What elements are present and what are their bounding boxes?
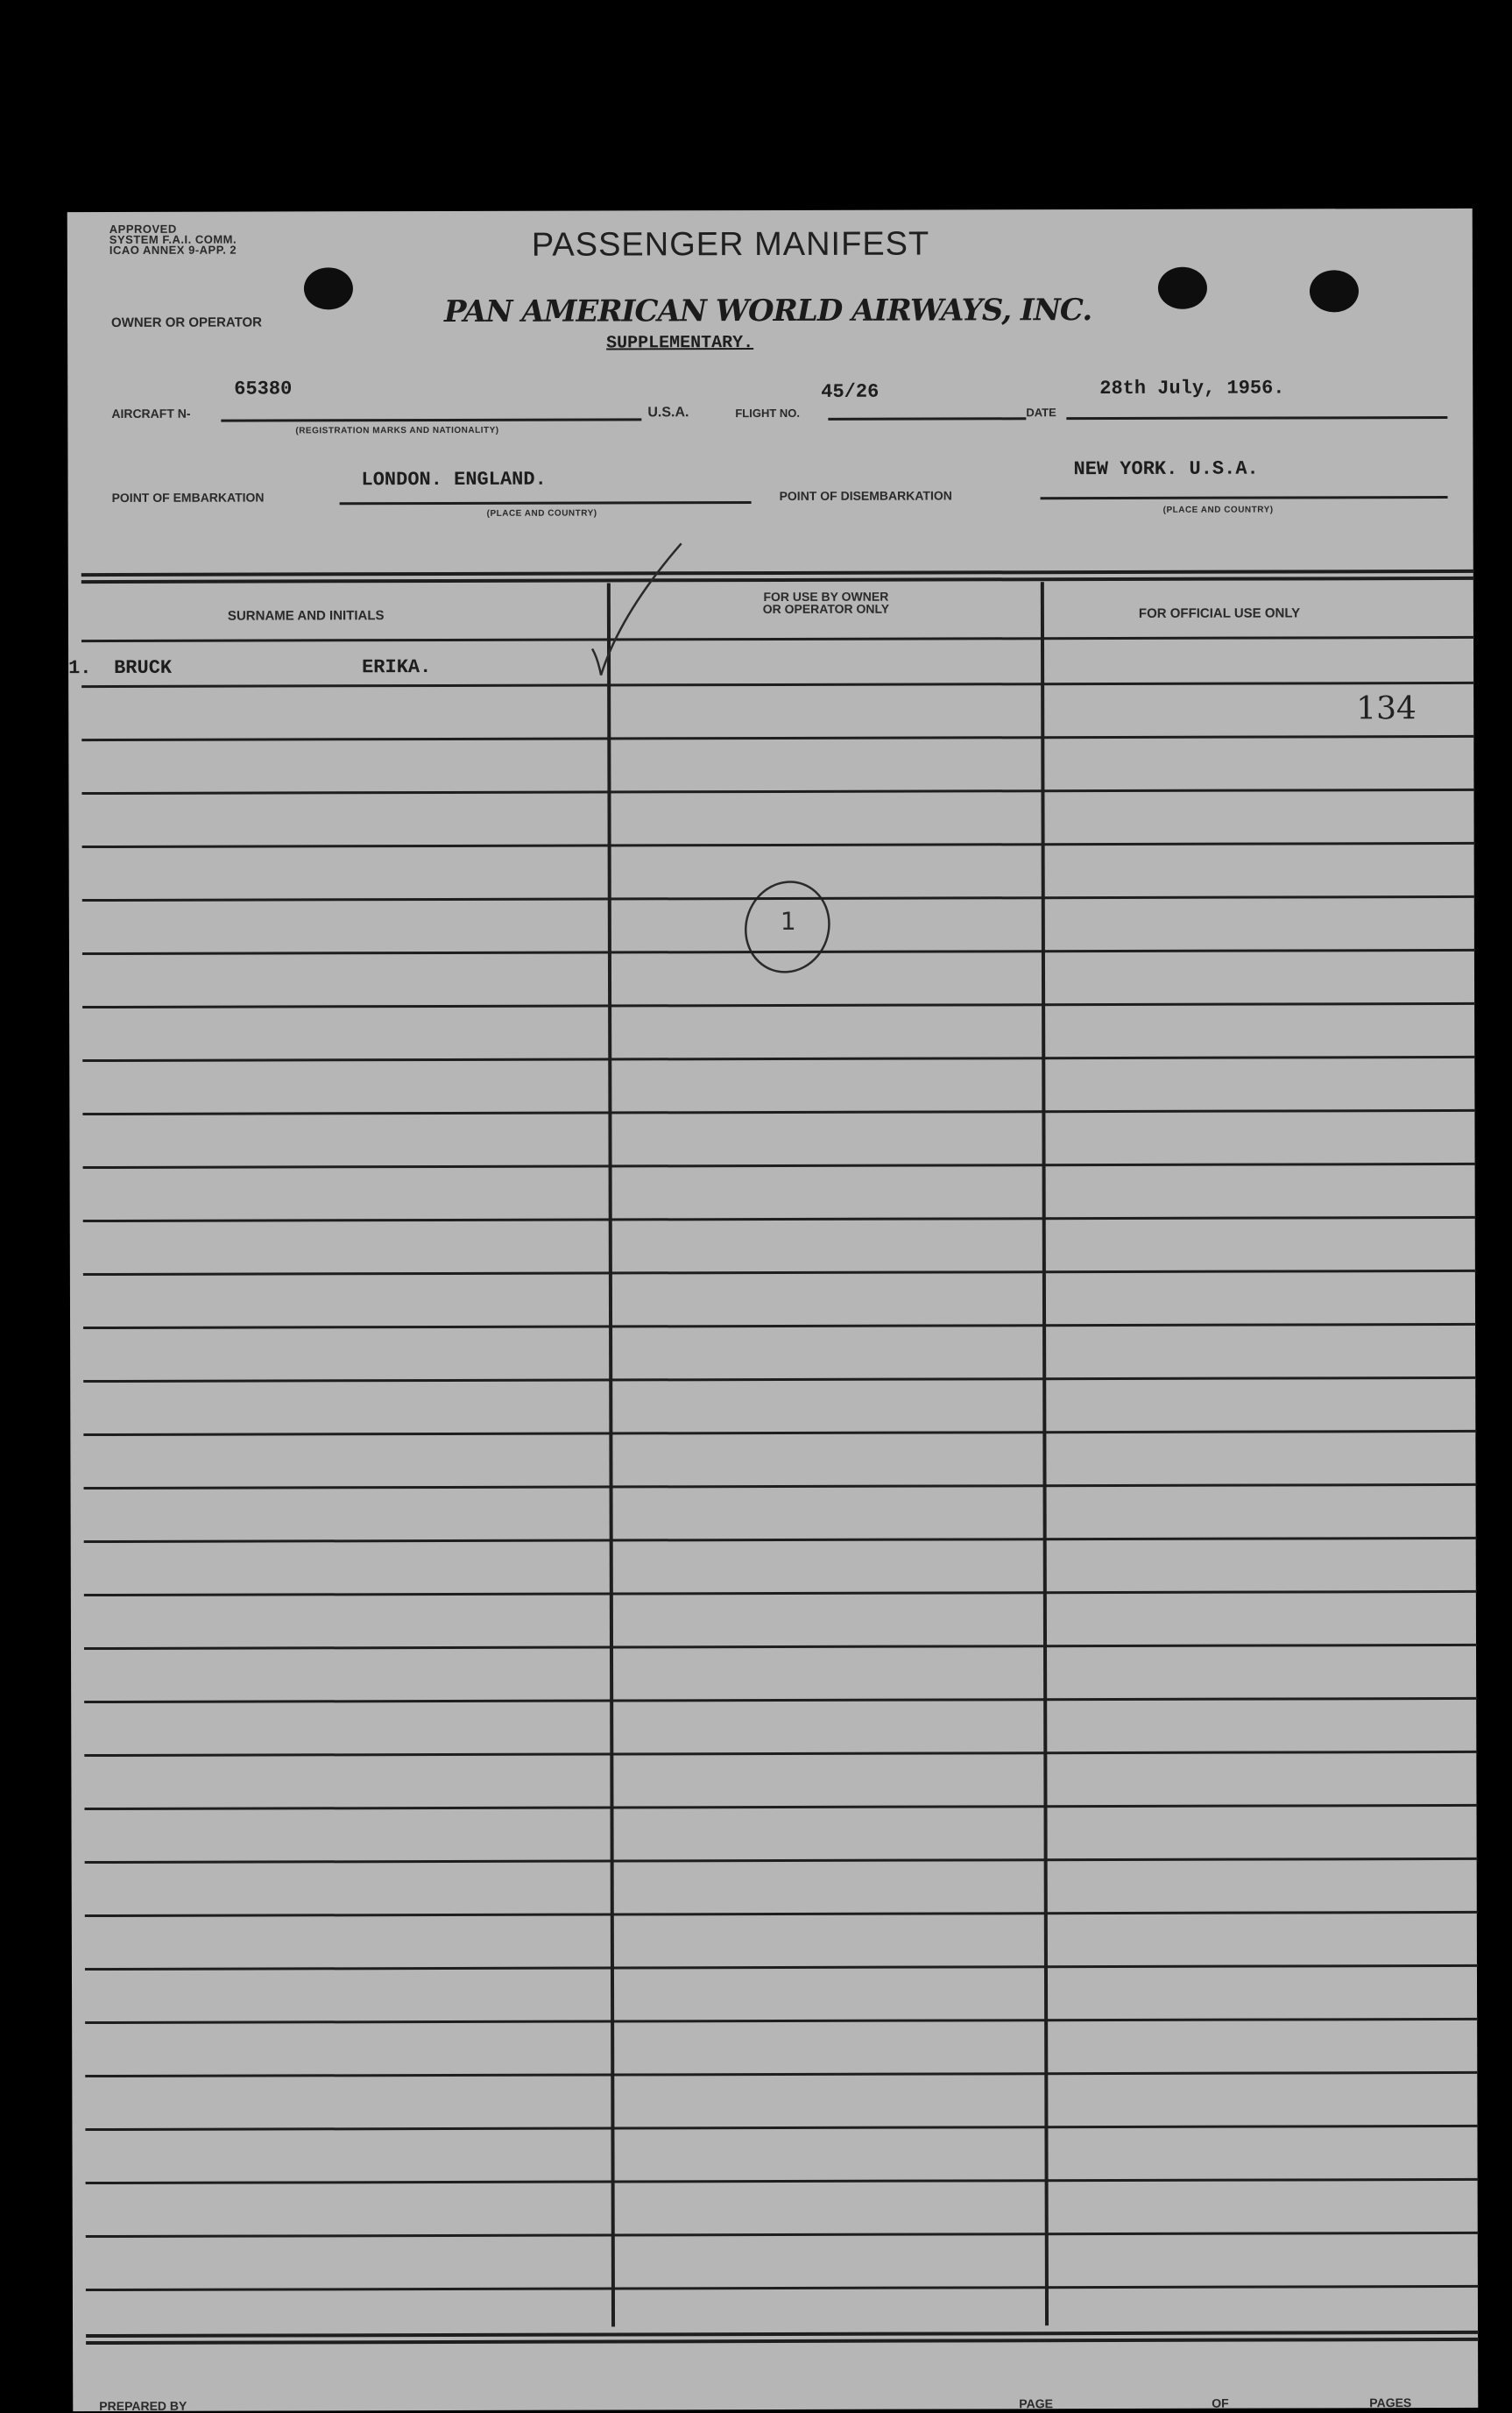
circled-number: 1 xyxy=(780,906,796,936)
check-mark-icon xyxy=(585,534,690,683)
disembarkation-label: POINT OF DISEMBARKATION xyxy=(779,488,952,503)
entry-line xyxy=(85,2125,1478,2131)
embarkation-label: POINT OF EMBARKATION xyxy=(111,490,265,505)
page-title: PASSENGER MANIFEST xyxy=(531,225,930,264)
passenger-surname: BRUCK xyxy=(114,656,173,679)
entry-line xyxy=(82,842,1475,848)
entry-line xyxy=(84,1590,1477,1596)
entry-line xyxy=(83,1430,1476,1436)
approval-line xyxy=(110,224,237,256)
handwritten-official-number: 134 xyxy=(1356,690,1417,727)
entry-line xyxy=(83,1216,1476,1222)
page-label: PAGE xyxy=(1019,2396,1053,2411)
embarkation-value: LONDON. ENGLAND. xyxy=(361,468,547,492)
punch-hole xyxy=(1158,267,1207,309)
entry-line xyxy=(83,1270,1476,1276)
entry-line xyxy=(86,2178,1479,2184)
entry-line xyxy=(84,1537,1477,1543)
aircraft-label: AIRCRAFT N- xyxy=(111,406,191,421)
entry-line xyxy=(81,682,1474,688)
entry-line xyxy=(83,1163,1476,1169)
aircraft-value: 65380 xyxy=(234,378,293,400)
passenger-initials: ERIKA. xyxy=(362,656,432,679)
entry-line xyxy=(83,1323,1476,1329)
entry-line xyxy=(85,1964,1478,1971)
entry-line xyxy=(85,2018,1478,2024)
place-country-note-embarkation: (PLACE AND COUNTRY) xyxy=(486,508,597,519)
entry-line xyxy=(84,1483,1477,1490)
entry-line xyxy=(84,1804,1477,1810)
entry-line xyxy=(86,2285,1479,2291)
prepared-by-label: PREPARED BY xyxy=(99,2398,187,2413)
entry-line xyxy=(83,1376,1476,1383)
col-header-official-use: FOR OFFICIAL USE ONLY xyxy=(1138,605,1301,621)
owner-label: OWNER OR OPERATOR xyxy=(111,315,263,330)
usa-label: U.S.A. xyxy=(647,405,689,421)
date-value: 28th July, 1956. xyxy=(1099,377,1285,400)
entry-line xyxy=(85,1911,1478,1917)
col-header-surname: SURNAME AND INITIALS xyxy=(227,608,385,624)
punch-hole xyxy=(304,267,353,309)
passenger-number: 1. xyxy=(68,657,92,680)
entry-line xyxy=(84,1697,1477,1703)
entry-line xyxy=(82,1002,1475,1008)
punch-hole xyxy=(1310,270,1359,312)
date-label: DATE xyxy=(1026,406,1056,420)
approval-line-2: SYSTEM F.A.I. COMM. xyxy=(109,232,237,246)
supplementary-label: SUPPLEMENTARY. xyxy=(606,333,754,354)
pages-label: PAGES xyxy=(1369,2395,1412,2410)
entry-line xyxy=(85,1858,1478,1864)
entry-line xyxy=(86,2232,1479,2238)
entry-line xyxy=(84,1751,1477,1757)
col-header-owner-use xyxy=(721,591,931,616)
approval-line-3: ICAO ANNEX 9-APP. 2 xyxy=(109,243,237,257)
entry-line xyxy=(84,1644,1477,1650)
of-label: OF xyxy=(1212,2395,1229,2410)
flight-label: FLIGHT NO. xyxy=(735,406,801,421)
manifest-sheet xyxy=(67,209,1479,2411)
flight-value: 45/26 xyxy=(821,380,880,403)
disembarkation-value: NEW YORK. U.S.A. xyxy=(1073,457,1259,481)
owner-value: PAN AMERICAN WORLD AIRWAYS, INC. xyxy=(443,293,1092,329)
entry-line xyxy=(82,1056,1475,1062)
entry-line xyxy=(85,2071,1478,2077)
entry-line xyxy=(81,789,1474,795)
registration-note: (REGISTRATION MARKS AND NATIONALITY) xyxy=(295,425,499,436)
place-country-note-disembarkation: (PLACE AND COUNTRY) xyxy=(1162,505,1274,515)
approval-line-1: APPROVED xyxy=(109,222,177,236)
col-header-owner-use-line2: OR OPERATOR ONLY xyxy=(762,601,890,617)
col-header-owner-use-line1: FOR USE BY OWNER xyxy=(763,589,889,605)
entry-line xyxy=(81,735,1474,741)
manifest-rows xyxy=(67,209,1473,212)
entry-line xyxy=(82,1109,1475,1115)
